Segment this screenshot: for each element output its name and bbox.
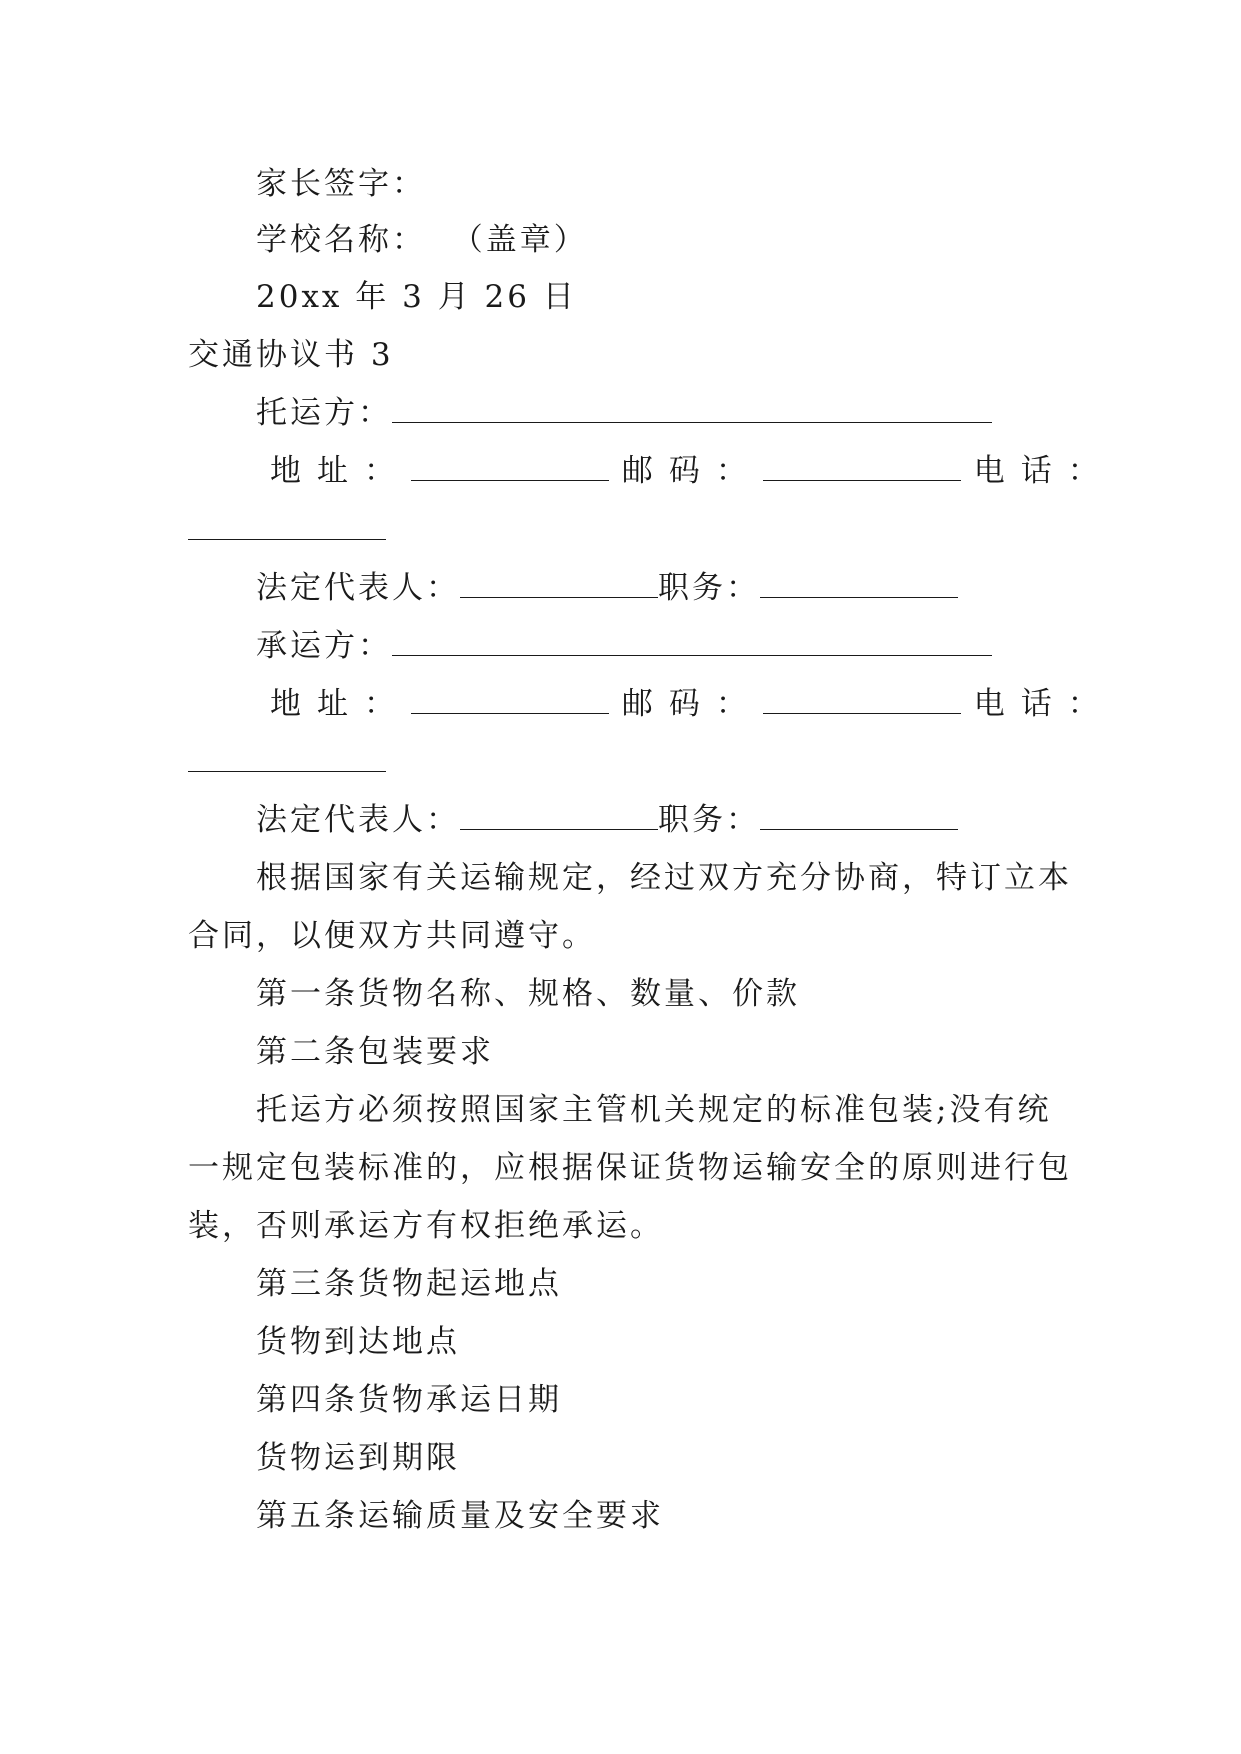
shipper-blank[interactable] bbox=[392, 396, 992, 423]
article-2-text: 第二条包装要求 bbox=[256, 1034, 494, 1070]
carrier-postcode-blank[interactable] bbox=[763, 687, 961, 714]
article-2-para-1: 托运方必须按照国家主管机关规定的标准包装;没有统 bbox=[256, 1092, 1052, 1128]
article-4 bbox=[256, 1380, 562, 1420]
article-5 bbox=[256, 1496, 664, 1536]
carrier-address-label: 地址： bbox=[270, 686, 411, 722]
shipper-legal-rep-blank[interactable] bbox=[460, 571, 658, 598]
shipper-contact-line bbox=[270, 451, 1115, 491]
school-name-line bbox=[256, 220, 588, 260]
article-4-deadline-text: 货物运到期限 bbox=[256, 1440, 460, 1476]
intro-paragraph-line-2 bbox=[188, 916, 596, 956]
shipper-rep-line bbox=[256, 568, 958, 608]
carrier-phone-blank[interactable] bbox=[188, 745, 386, 772]
intro-text-2: 合同，以便双方共同遵守。 bbox=[188, 918, 596, 954]
article-2-para-3: 装，否则承运方有权拒绝承运。 bbox=[188, 1208, 664, 1244]
carrier-address-blank[interactable] bbox=[411, 687, 609, 714]
article-2-paragraph-line-3 bbox=[188, 1206, 664, 1246]
shipper-address-label: 地址： bbox=[270, 453, 411, 489]
article-3-text: 第三条货物起运地点 bbox=[256, 1266, 562, 1302]
shipper-position-blank[interactable] bbox=[760, 571, 958, 598]
parent-signature-line bbox=[256, 164, 426, 204]
article-1-text: 第一条货物名称、规格、数量、价款 bbox=[256, 976, 800, 1012]
carrier-legal-rep-blank[interactable] bbox=[460, 803, 658, 830]
document-title bbox=[188, 335, 394, 375]
article-5-text: 第五条运输质量及安全要求 bbox=[256, 1498, 664, 1534]
carrier-contact-line bbox=[270, 684, 1115, 724]
shipper-address-blank[interactable] bbox=[411, 454, 609, 481]
parent-signature-label: 家长签字： bbox=[256, 166, 426, 202]
shipper-legal-rep-label: 法定代表人： bbox=[256, 570, 460, 606]
carrier-postcode-label: 邮码： bbox=[621, 686, 763, 722]
carrier-legal-rep-label: 法定代表人： bbox=[256, 802, 460, 838]
shipper-phone-label: 电话： bbox=[973, 453, 1115, 489]
article-4-text: 第四条货物承运日期 bbox=[256, 1382, 562, 1418]
shipper-phone-blank[interactable] bbox=[188, 513, 386, 540]
article-2-paragraph-line-1 bbox=[256, 1090, 1051, 1130]
article-2 bbox=[256, 1032, 494, 1072]
article-4-deadline bbox=[256, 1438, 460, 1478]
carrier-position-label: 职务： bbox=[658, 802, 760, 838]
article-2-para-2: 一规定包装标准的，应根据保证货物运输安全的原则进行包 bbox=[188, 1150, 1072, 1186]
carrier-blank[interactable] bbox=[392, 629, 992, 656]
shipper-postcode-label: 邮码： bbox=[621, 453, 763, 489]
carrier-phone-label: 电话： bbox=[973, 686, 1115, 722]
article-3-destination-text: 货物到达地点 bbox=[256, 1324, 460, 1360]
title-text: 交通协议书 3 bbox=[188, 337, 394, 373]
carrier-position-blank[interactable] bbox=[760, 803, 958, 830]
shipper-phone-blank-line bbox=[188, 510, 386, 550]
shipper-line bbox=[256, 393, 992, 433]
school-name-label: 学校名称： bbox=[256, 222, 426, 258]
intro-text-1: 根据国家有关运输规定，经过双方充分协商，特订立本 bbox=[256, 860, 1072, 896]
article-1 bbox=[256, 974, 800, 1014]
shipper-label: 托运方： bbox=[256, 395, 392, 431]
carrier-line bbox=[256, 626, 992, 666]
carrier-phone-blank-line bbox=[188, 742, 386, 782]
carrier-label: 承运方： bbox=[256, 628, 392, 664]
shipper-postcode-blank[interactable] bbox=[763, 454, 961, 481]
intro-paragraph-line-1 bbox=[256, 858, 1072, 898]
school-seal-note: （盖章） bbox=[451, 222, 588, 258]
date-text: 20xx 年 3 月 26 日 bbox=[256, 279, 577, 315]
date-line bbox=[256, 277, 577, 317]
shipper-position-label: 职务： bbox=[658, 570, 760, 606]
article-3 bbox=[256, 1264, 562, 1304]
carrier-rep-line bbox=[256, 800, 958, 840]
article-3-destination bbox=[256, 1322, 460, 1362]
article-2-paragraph-line-2 bbox=[188, 1148, 1072, 1188]
